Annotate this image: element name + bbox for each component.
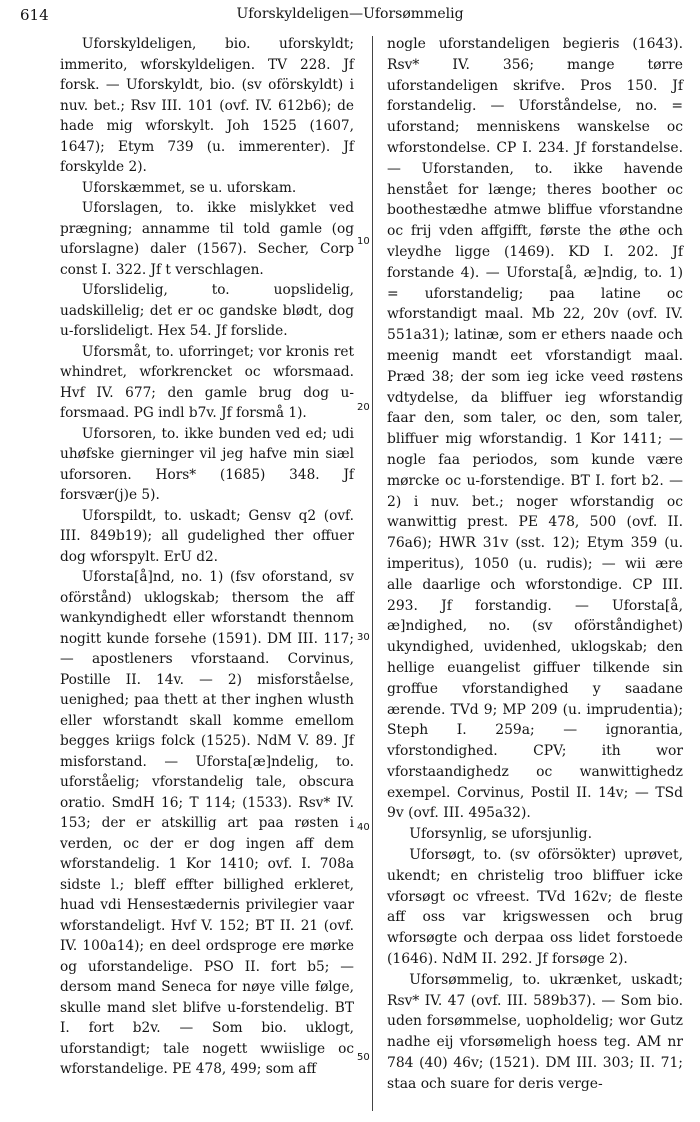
entry-uforslidelig: Uforslidelig, to. uopslidelig, uadskillelig; det er oc gandske blødt, dog u-forslideligt. Hex 54. Jf forslide.	[60, 282, 354, 339]
entry-uforskyldeligen: Uforskyldeligen, bio. uforskyldt; immerito, wforskyldeligen. TV 228. Jf forsk. — Uforskyldt, bio. (sv oförskyldt) i nuv. bet.; Rsv III. 101 (ovf. IV. 612b6); de hade mig wforskylt. Joh 1525 (1607, 1647); Etym 739 (u. immerenter). Jf forskylde 2).	[60, 36, 354, 175]
entry-uforskaemmet: Uforskæmmet, se u. uforskam.	[81, 179, 297, 196]
entry-uforsmat: Uforsmåt, to. uforringet; vor kronis ret whindret, wforkrencket oc wforsmaad. Hvf IV. 677; den gamle brug dog u-forsmaad. PG indl b7v. Jf forsmå 1).	[60, 343, 354, 421]
right-column	[387, 34, 683, 1095]
entry-uforstand: Uforsta[å]nd, no. 1) (fsv oforstand, sv oförstånd) uklogskab; thersom the aff wankyndighedt eller wforstandt thennom nogitt kunde forsehe (1591). DM III. 117; — apostleners vforstaand. Corvinus, Postille II. 14v. — 2) misforståelse, uenighed; paa thett at ther inghen wlusth eller wforstandt skall komme emellom begges kriigs folck (1525). NdM V. 89. Jf misforstand. — Uforsta[æ]ndelig, to. uforståelig; vforstandelig tale, obscura oratio. SmdH 16; T 114; (1533). Rsv* IV. 153; der er atskillig art paa røsten i verden, oc der er dog ingen aff dem wforstandelig. 1 Kor 1410; ovf. I. 708a sidste l.; bleff effter billighed erkleret, huad vdi Hensestædernis privilegier vaar wforstandeligt. Hvf V. 152; BT II. 21 (ovf. IV. 100a14); en deel ordsproge ere mørke og uforstandelige. PSO II. fort b5; — dersom mand Seneca for nøye ville følge, skulle mand slet blifve u-forstendelig. BT I. fort b2v. — Som bio. uklogt, uforstandigt; tale nogett wwiislige oc wforstandelige. PE 478, 499; som aff	[60, 569, 354, 1077]
line-number: 20	[357, 402, 370, 413]
entry-uforsommelig: Uforsømmelig, to. ukrænket, uskadt; Rsv* IV. 47 (ovf. III. 589b37). — Som bio. uden forsømmelse, uopholdelig; wor Gutz nadhe eij vforsømeligh hoess teg. AM nr 784 (40) 46v; (1521). DM III. 303; II. 71; staa och suare for deris verge-	[387, 971, 683, 1092]
entry-uforsogt: Uforsøgt, to. (sv oförsökter) uprøvet, ukendt; en christelig troo bliffuer icke vforsøgt oc vfreest. TVd 162v; de fleste aff oss var krigswessen och brug wforsøgte och derpaa oss lidet forstoede (1646). NdM II. 292. Jf forsøge 2).	[387, 847, 683, 968]
entry-uforsynlig: Uforsynlig, se uforsjunlig.	[409, 826, 592, 843]
entry-uforspildt: Uforspildt, to. uskadt; Gensv q2 (ovf. III. 849b19); all gudelighed ther offuer dog wforspylt. ErU d2.	[60, 507, 354, 565]
entry-uforslagen: Uforslagen, to. ikke mislykket ved prægning; annamme til told gamle (og uforslagne) daler (1567). Secher, Corp const I. 322. Jf t verschlagen.	[60, 200, 354, 278]
page-header	[0, 6, 700, 32]
column-divider	[372, 36, 373, 1111]
entry-uforsoren: Uforsoren, to. ikke bunden ved ed; udi uhøfske gierninger vil jeg hafve min siæl uforsoren. Hors* (1685) 348. Jf forsvær(j)e 5).	[60, 425, 354, 503]
line-number: 30	[357, 632, 370, 643]
line-number: 40	[357, 822, 370, 833]
left-column	[60, 34, 354, 1080]
running-title: Uforskyldeligen—Uforsømmelig	[236, 6, 464, 22]
line-number: 10	[357, 236, 370, 247]
line-number: 50	[357, 1052, 370, 1063]
entry-continuation: nogle uforstandeligen begieris (1643). Rsv* IV. 356; mange tørre uforstandeligen skrifve. Pros 150. Jf forstandelig. — Uforståndelse, no. = uforstand; menniskens wanskelse oc wforstondelse. CP I. 234. Jf forstandelse. — Uforstanden, to. ikke havende henstået for længe; theres boother oc boothestædhe atmwe bliffue vforstandne oc frij vden affgifft, første the øthe och vleydhe ligge (1469). KD I. 202. Jf forstande 4). — Uforsta[å, æ]ndig, to. 1) = uforstandelig; paa latine oc wforstandigt maal. Mb 22, 20v (ovf. IV. 551a31); latinæ, som er ethers naade och meenig mandt eet vforstandigt maal. Præd 38; der som ieg icke veed røstens vdtydelse, da bliffuer ieg wforstandig faar den, som taler, oc den, som taler, bliffuer mig wforstandig. 1 Kor 1411; — nogle faa periodos, som kunde være mørcke oc u-forstendige. BT I. fort b2. — 2) i nuv. bet.; noger wforstandig oc wanwittig prest. PE 478, 500 (ovf. II. 76a6); HWR 31v (sst. 12); Etym 359 (u. imperitus), 1050 (u. rudis); — wii ære alle daarlige och wforstondige. CP III. 293. Jf forstandig. — Uforsta[å, æ]ndighed, no. (sv oförståndighet) ukyndighed, uvidenhed, uklogskab; den hellige euangelist giffuer tilkende sin groffue vforstandighed y saadane ærende. TVd 9; MP 209 (u. imprudentia); Steph I. 259a; — ignorantia, vforstondighed. CPV; ith wor vforstaandighedz oc wanwittighedz exempel. Corvinus, Postil II. 14v; — TSd 9v (ovf. III. 495a32).	[387, 36, 683, 822]
page-number: 614	[20, 6, 49, 24]
